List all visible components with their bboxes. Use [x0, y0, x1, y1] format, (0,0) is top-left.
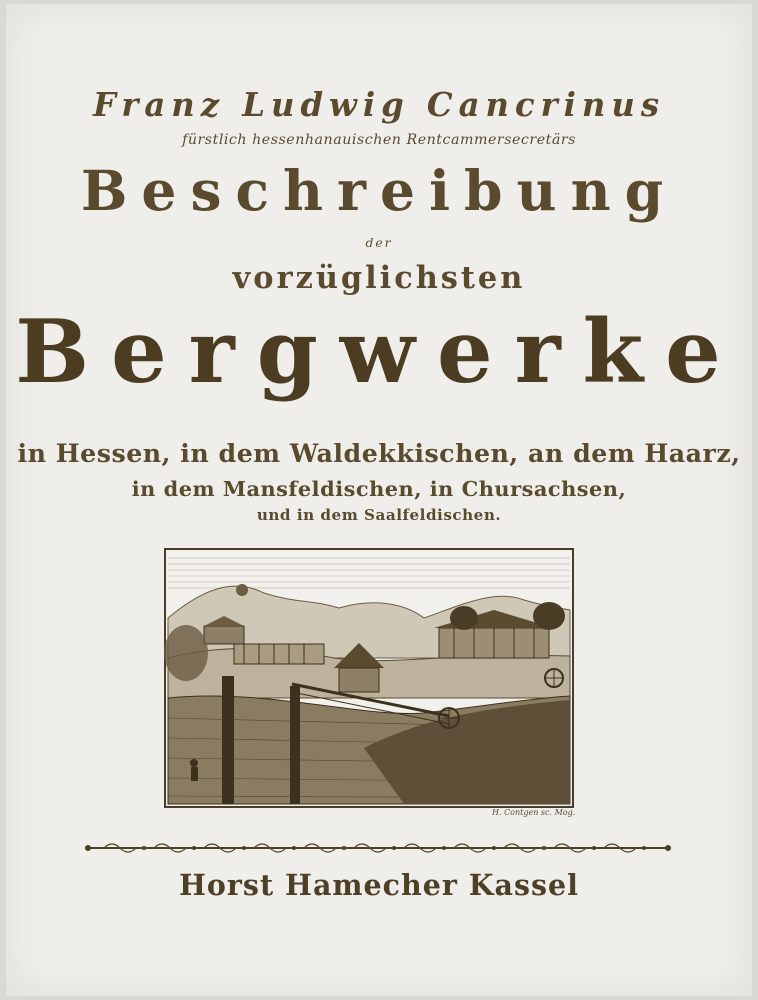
title-beschreibung: Beschreibung [80, 158, 678, 223]
author-name: Franz Ludwig Cancrinus [92, 86, 666, 124]
publisher-name: Horst Hamecher Kassel [179, 868, 579, 902]
location-line-1: in Hessen, in dem Waldekkischen, an dem Haarz, [17, 438, 741, 468]
title-vorzueglichsten: vorzüglichsten [232, 260, 526, 296]
ornamental-divider [84, 838, 672, 858]
title-bergwerke: Bergwerke [15, 300, 743, 403]
mining-landscape-engraving [164, 548, 574, 808]
author-office: fürstlich hessenhanauischen Rentcammersecretärs [182, 132, 576, 148]
engraver-signature: H. Contgen sc. Mog. [492, 808, 576, 817]
location-line-3: und in dem Saalfeldischen. [256, 506, 502, 524]
title-der: der [365, 236, 393, 250]
location-line-2: in dem Mansfeldischen, in Chursachsen, [131, 476, 627, 501]
